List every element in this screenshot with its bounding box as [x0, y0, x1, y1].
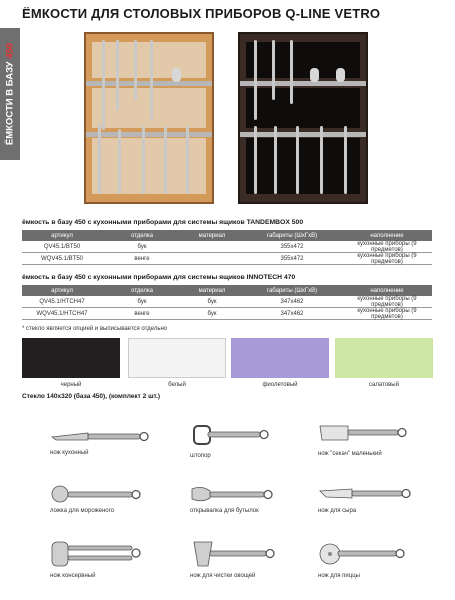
table-row — [22, 253, 432, 265]
tool-handle — [118, 129, 121, 194]
header-dimensions: габариты (ШхГхВ) — [266, 287, 318, 294]
tool-peeler — [190, 538, 310, 579]
peeler-icon — [190, 538, 290, 570]
glass-pane — [246, 138, 360, 194]
opener-head — [310, 68, 319, 82]
can-opener-icon — [50, 538, 150, 570]
ice-cream-scoop-icon — [50, 483, 150, 505]
tool-bottle-opener — [190, 483, 310, 514]
cell-material: бук — [207, 298, 217, 305]
cell-contents: кухонные приборы (9 предметов) — [357, 295, 417, 308]
cell-finish: венге — [134, 255, 150, 262]
tool-handle — [164, 126, 167, 194]
tool-handle — [290, 40, 293, 104]
tool-label: нож для пиццы — [318, 573, 360, 579]
swatch-white — [128, 338, 226, 378]
product-photo-wenge — [238, 32, 368, 204]
tool-label: нож консервный — [50, 573, 96, 579]
cell-article: QV45.1/HTCH47 — [39, 298, 85, 305]
cell-dimensions: 347х462 — [280, 310, 304, 317]
tool-handle — [272, 40, 275, 100]
header-material: материал — [198, 232, 226, 239]
corkscrew-icon — [190, 420, 290, 450]
cell-dimensions: 355х472 — [280, 243, 304, 250]
spec-table-innotech — [22, 285, 432, 320]
table-1-title: ёмкость в базу 450 с кухонными приборами для системы ящиков TANDEMBOX 500 — [22, 219, 304, 226]
corkscrew-head — [336, 68, 345, 82]
cell-contents: кухонные приборы (9 предметов) — [357, 307, 417, 320]
cell-contents: кухонные приборы (9 предметов) — [357, 240, 417, 253]
tool-handle — [116, 40, 119, 110]
glass-pane — [92, 88, 206, 128]
tool-ice-cream-scoop — [50, 483, 170, 514]
cleaver-icon — [318, 422, 418, 448]
tool-handle — [344, 126, 347, 194]
header-material: материал — [198, 287, 226, 294]
tool-handle — [142, 126, 145, 194]
cell-dimensions: 355х472 — [280, 255, 304, 262]
tool-kitchen-knife — [50, 425, 170, 456]
cell-finish: венге — [134, 310, 150, 317]
corkscrew-head — [172, 68, 181, 82]
product-photo-beech — [84, 32, 214, 204]
cheese-knife-icon — [318, 483, 418, 505]
side-tab-text: ЁМКОСТИ В БАЗУ — [4, 58, 16, 146]
tool-label: нож для чистки овощей — [190, 573, 256, 579]
tool-label: нож для сыра — [318, 508, 357, 514]
tool-handle — [296, 126, 299, 194]
spec-table-tandembox — [22, 230, 432, 265]
swatch-label: фиолетовый — [262, 382, 298, 388]
side-tab — [0, 28, 20, 160]
tool-label: штопор — [190, 453, 211, 459]
tool-can-opener — [50, 538, 170, 579]
swatch-label: салатовый — [369, 382, 399, 388]
pizza-cutter-icon — [318, 538, 418, 570]
tool-cleaver — [318, 422, 438, 457]
table-row — [22, 296, 432, 308]
glass-option-note: * стекло является опцией и выписывается отдельно — [22, 326, 168, 332]
tool-rail — [240, 132, 366, 137]
tool-rail — [86, 132, 212, 137]
table-2-title: ёмкость в базу 450 с кухонными приборами для системы ящиков INNOTECH 470 — [22, 274, 296, 281]
tool-cheese-knife — [318, 483, 438, 514]
header-finish: отделка — [131, 232, 153, 239]
cell-article: WQV45.1/BT50 — [40, 255, 84, 262]
tool-handle — [254, 40, 257, 120]
cell-contents: кухонные приборы (9 предметов) — [357, 252, 417, 265]
header-dimensions: габариты (ШхГхВ) — [266, 232, 318, 239]
table-row — [22, 241, 432, 253]
side-tab-number: 450 — [4, 42, 16, 59]
tool-handle — [254, 126, 257, 194]
swatch-violet — [231, 338, 329, 378]
tool-handle — [186, 126, 189, 194]
swatch-label: черный — [60, 382, 82, 388]
glass-pane — [92, 42, 206, 78]
glass-pane — [246, 88, 360, 128]
tool-label: нож "секач" маленький — [318, 451, 382, 457]
page-title: ЁМКОСТИ ДЛЯ СТОЛОВЫХ ПРИБОРОВ Q-LINE VETRO — [22, 6, 381, 21]
tool-handle — [134, 40, 137, 100]
cell-article: WQV45.1/HTCH47 — [36, 310, 88, 317]
glass-size-note: Стекло 140х320 (база 450), (комплект 2 шт.) — [22, 393, 161, 400]
tool-rail — [240, 81, 366, 86]
header-contents: наполнение — [370, 287, 404, 294]
header-article: артикул — [51, 287, 73, 294]
header-finish: отделка — [131, 287, 153, 294]
cell-finish: бук — [137, 298, 147, 305]
cell-material: бук — [207, 310, 217, 317]
tool-handle — [150, 40, 153, 120]
tool-label: нож кухонный — [50, 450, 89, 456]
tool-pizza-cutter — [318, 538, 438, 579]
swatch-light-green — [335, 338, 433, 378]
tool-handle — [320, 126, 323, 194]
tool-handle — [102, 40, 105, 130]
swatch-label: белый — [168, 382, 186, 388]
swatch-black — [22, 338, 120, 378]
header-contents: наполнение — [370, 232, 404, 239]
tool-label: ложка для мороженого — [50, 508, 114, 514]
cell-article: QV45.1/BT50 — [43, 243, 81, 250]
tool-handle — [274, 126, 277, 194]
tool-handle — [98, 124, 101, 194]
bottle-opener-icon — [190, 483, 290, 505]
side-tab-label — [5, 43, 16, 145]
table-header — [22, 285, 432, 296]
kitchen-knife-icon — [50, 425, 150, 447]
header-article: артикул — [51, 232, 73, 239]
tool-label: открывалка для бутылок — [190, 508, 259, 514]
cell-finish: бук — [137, 243, 147, 250]
tool-corkscrew — [190, 420, 310, 459]
table-header — [22, 230, 432, 241]
cell-dimensions: 347х462 — [280, 298, 304, 305]
table-row — [22, 308, 432, 320]
